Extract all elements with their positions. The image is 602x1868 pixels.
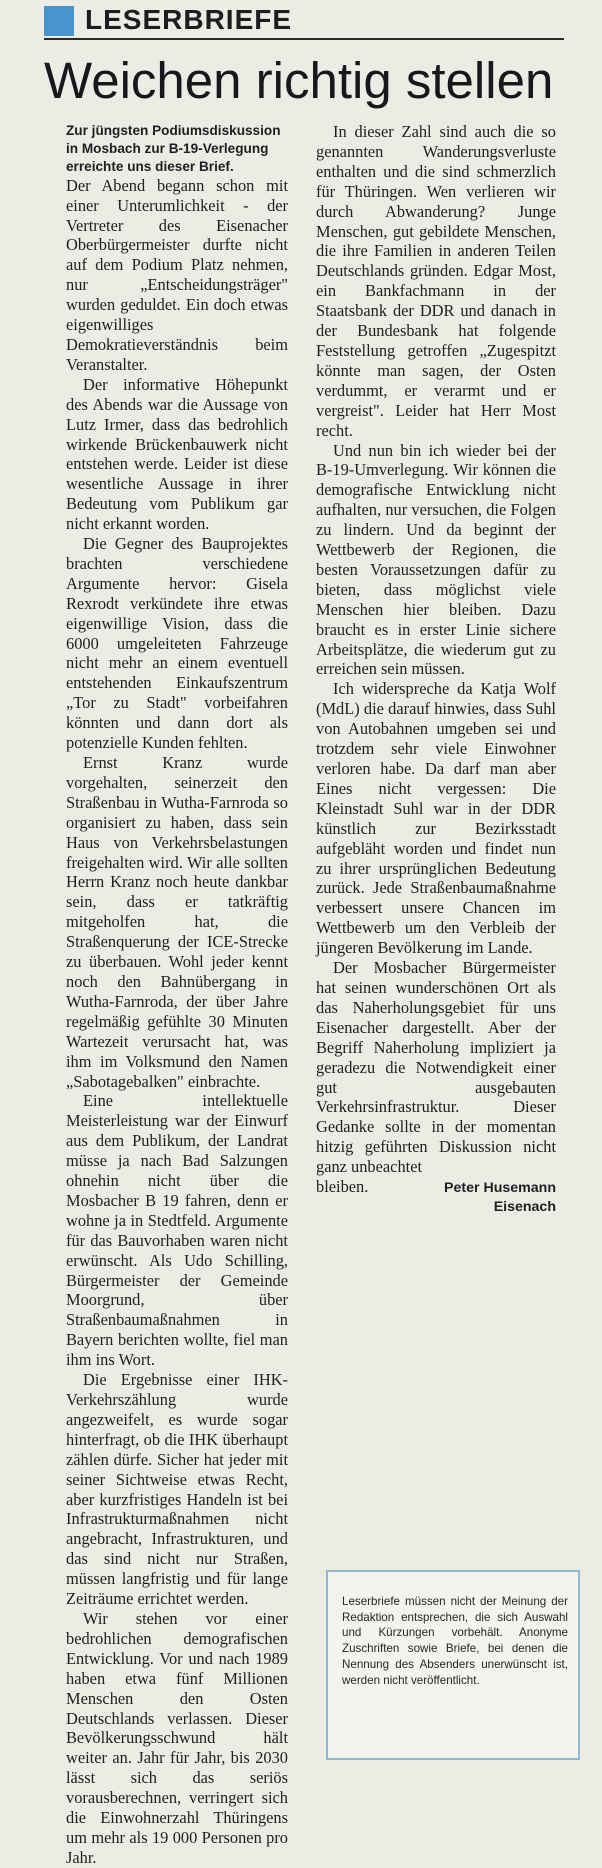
rubric-label: LESERBRIEFE <box>85 4 293 35</box>
paragraph: Und nun bin ich wieder bei der B-19-Umverlegung. Wir können die demografische Entwicklung nicht aufhalten, nur versuchen, die Folgen zu lindern. Und da beginnt der Wettbewerb der Regionen, die besten Voraussetzungen dafür zu bieten, dass möglichst viele Menschen hier bleiben. Dazu braucht es in erster Linie sichere Arbeitsplätze, die wiederum gut zu erreichen sein müssen. <box>316 440 556 679</box>
rubric-marker <box>44 6 74 36</box>
paragraph: Wir stehen vor einer bedrohlichen demografischen Entwicklung. Vor und nach 1989 haben etwa fünf Millionen Menschen den Osten Deutschlands verlassen. Dieser Bevölkerungsschwund hält weiter an. Jahr für Jahr, bis 2030 lässt sich das seriös vorausberechnen, verringert sich die Einwohnerzahl Thüringens um mehr als 19 000 Personen pro Jahr. <box>66 1608 288 1867</box>
closing-word: bleiben. <box>316 1177 369 1197</box>
article-headline: Weichen richtig stellen <box>44 52 554 109</box>
paragraph: Der Abend begann schon mit einer Unterumlichkeit - der Vertreter des Eisenacher Oberbürgermeister durfte nicht auf dem Podium Platz nehmen, nur „Entscheidungsträger" wurden geduldet. Ein doch etwas eigenwilliges Demokratieverständnis beim Veranstalter. <box>66 175 288 374</box>
text-column-right <box>316 122 556 1217</box>
author-name: Peter Husemann <box>444 1180 556 1197</box>
paragraph: Eine intellektuelle Meisterleistung war der Einwurf aus dem Publikum, der Landrat müsse ja nach Bad Salzungen ohnehin nicht über die Mosbacher B 19 fahren, denn er wohne ja in Stedtfeld. Argumente für das Bauvorhaben waren nicht erwünscht. Als Udo Schilling, Bürgermeister der Gemeinde Moorgrund, über Straßenbaumaßnahmen in Bayern berichten wollte, fiel man ihm ins Wort. <box>66 1091 288 1370</box>
text-column-left <box>66 122 288 1868</box>
paragraph: Der informative Höhepunkt des Abends war die Aussage von Lutz Irmer, dass das bedrohlich wirkende Brückenbauwerk nicht entstehen werde. Leider ist diese wesentliche Aussage in ihrer Bedeutung vom Publikum gar nicht erkannt worden. <box>66 374 288 534</box>
paragraph: Ich widerspreche da Katja Wolf (MdL) die darauf hinwies, dass Suhl von Autobahnen umgeben sei und trotzdem sehr viele Einwohner verloren habe. Da darf man aber Eines nicht vergessen: Die Kleinstadt Suhl war in der DDR künstlich zur Bezirksstadt aufgebläht worden und findet nun zu ihrer ursprünglichen Bedeutung zurück. Jede Straßenbaumaßnahme verbessert unsere Chancen im Wettbewerb um den Verbleib der jüngeren Bevölkerung im Lande. <box>316 679 556 958</box>
rubric-rule <box>44 38 564 40</box>
author-signature <box>316 1177 556 1217</box>
author-city: Eisenach <box>493 1199 556 1216</box>
editorial-notice-box <box>326 1570 580 1760</box>
editorial-notice-text: Leserbriefe müssen nicht der Meinung der Redaktion entsprechen, die sich Auswahl und Kürzungen vorbehält. Anonyme Zuschriften sowie Briefe, bei denen die Nennung des Absenders unerwünscht ist, werden nicht veröffentlicht. <box>342 1595 568 1687</box>
article-lede: Zur jüngsten Podiumsdiskussion in Mosbach zur B-19-Verlegung erreichte uns dieser Brief. <box>66 123 281 174</box>
paragraph: Der Mosbacher Bürgermeister hat seinen wunderschönen Ort als das Naherholungsgebiet für uns Eisenacher dargestellt. Aber der Begriff Naherholung impliziert ja geradezu die Notwendigkeit einer gut ausgebauten Verkehrsinfrastruktur. Dieser Gedanke sollte in der momentan hitzig geführten Diskussion nicht ganz unbeachtet <box>316 958 556 1177</box>
paragraph: Die Gegner des Bauprojektes brachten verschiedene Argumente hervor: Gisela Rexrodt verkündete ihre etwas eigenwillige Vision, dass die 6000 umgeleiteten Fahrzeuge nicht mehr an einem eventuell entstehenden Einkaufszentrum „Tor zu Stadt" vorbeifahren könnten und dann dort als potenzielle Kunden fehlten. <box>66 534 288 753</box>
paragraph: Ernst Kranz wurde vorgehalten, seinerzeit den Straßenbau in Wutha-Farnroda so organisiert zu haben, dass sein Haus von Verkehrsbelastungen freigehalten wird. Wir alle sollten Herrn Kranz noch heute dankbar sein, dass er tatkräftig mitgeholfen hat, die Straßenquerung der ICE-Strecke zu überbauen. Wohl jeder kennt noch den Bahnübergang in Wutha-Farnroda, der über Jahre regelmäßig gefühlte 30 Minuten Wartezeit verursacht hat, was ihm im Volksmund den Namen „Sabotagebalken" einbrachte. <box>66 753 288 1091</box>
paragraph: In dieser Zahl sind auch die so genannten Wanderungsverluste enthalten und die sind schmerzlich für Thüringen. Wen verlieren wir durch Abwanderung? Junge Menschen, gut gebildete Menschen, die ihre Familien in anderen Teilen Deutschlands gründen. Edgar Most, ein Bankfachmann in der Staatsbank der DDR und danach in der Bundesbank hat folgende Feststellung getroffen „Zugespitzt könnte man sagen, der Osten verdummt, er verarmt und er vergreist". Leider hat Herr Most recht. <box>316 122 556 440</box>
paragraph: Die Ergebnisse einer IHK-Verkehrszählung wurde angezweifelt, es wurde sogar hinterfragt, ob die IHK überhaupt zählen dürfe. Sicher hat jeder mit seiner Sichtweise etwas Recht, aber kurzfristiges Handeln ist bei Infrastrukturmaßnahmen nicht angebracht, Infrastrukturen, und das sind nicht nur Straßen, müssen langfristig und für lange Zeiträume errichtet werden. <box>66 1370 288 1609</box>
